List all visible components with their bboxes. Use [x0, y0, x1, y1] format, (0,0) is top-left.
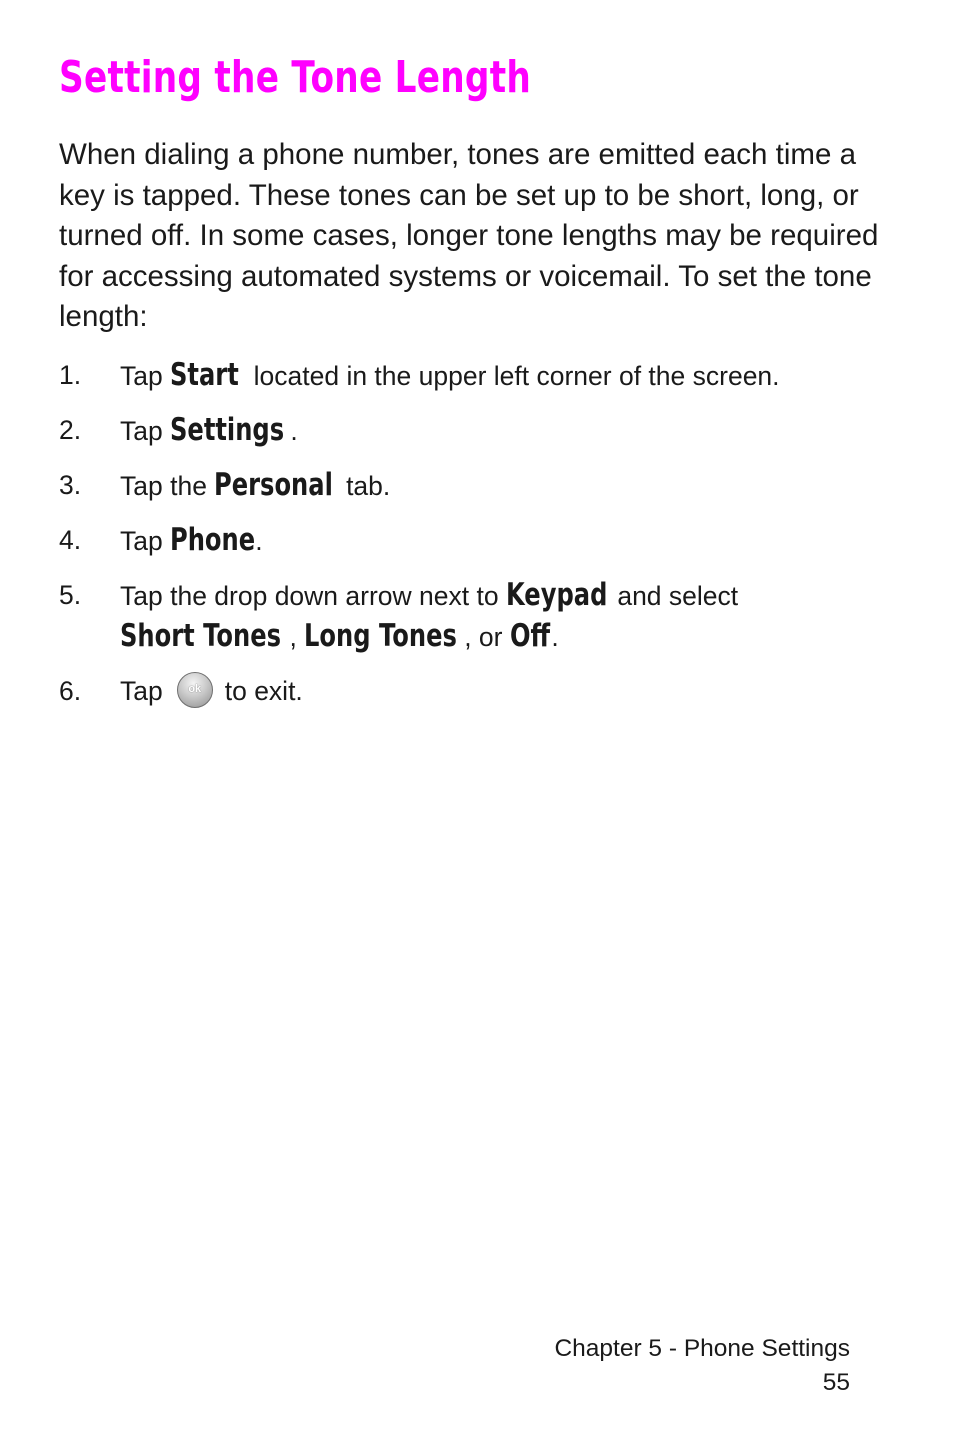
- step-number: 3.: [59, 470, 82, 500]
- step-text: .: [551, 622, 559, 652]
- keyword-phone: Phone: [170, 522, 256, 558]
- step-number: 1.: [59, 360, 82, 390]
- step-text: Tap: [120, 676, 163, 706]
- keyword-settings: Settings: [170, 412, 285, 448]
- ok-icon-label: ok: [188, 683, 202, 695]
- step-text: , or: [464, 622, 510, 652]
- step-text: .: [255, 526, 263, 556]
- steps-list: [59, 355, 899, 711]
- keyword-long-tones: Long Tones: [304, 618, 458, 654]
- chapter-label: Chapter 5 - Phone Settings: [554, 1335, 850, 1362]
- step-text: .: [290, 416, 298, 446]
- step-text: located in the upper left corner of the screen.: [246, 361, 780, 391]
- step-text: tab.: [338, 471, 391, 501]
- ok-button-icon: [177, 672, 213, 708]
- step-number: 2.: [59, 415, 82, 445]
- keyword-short-tones: Short Tones: [120, 618, 282, 654]
- step-item: [59, 465, 899, 506]
- page-title: Setting the Tone Length: [59, 52, 532, 103]
- step-text: Tap the: [120, 471, 215, 501]
- step-number: 4.: [59, 525, 82, 555]
- step-item: [59, 575, 899, 657]
- keyword-personal: Personal: [214, 467, 334, 503]
- keyword-keypad: Keypad: [505, 577, 608, 613]
- step-text: Tap: [120, 416, 171, 446]
- step-text: ,: [289, 622, 305, 652]
- page-footer: [554, 1332, 850, 1400]
- step-number: 6.: [59, 676, 82, 706]
- step-text: to exit.: [224, 676, 303, 706]
- intro-paragraph: When dialing a phone number, tones are emitted each time a key is tapped. These tones can be set up to be short, long, or turned off. In some cases, longer tone lengths may be required for accessing automated systems or voicemail. To set the tone length:: [59, 138, 879, 333]
- step-number: 5.: [59, 580, 82, 610]
- step-text: Tap: [120, 361, 171, 391]
- step-item: [59, 355, 899, 396]
- step-text: Tap the drop down arrow next to: [120, 581, 506, 611]
- step-text: and select: [609, 581, 739, 611]
- step-text: Tap: [120, 526, 171, 556]
- step-item: [59, 671, 899, 711]
- keyword-start: Start: [170, 357, 239, 393]
- keyword-off: Off: [509, 618, 550, 654]
- page-number: 55: [822, 1369, 850, 1396]
- step-item: [59, 520, 899, 561]
- step-item: [59, 410, 899, 451]
